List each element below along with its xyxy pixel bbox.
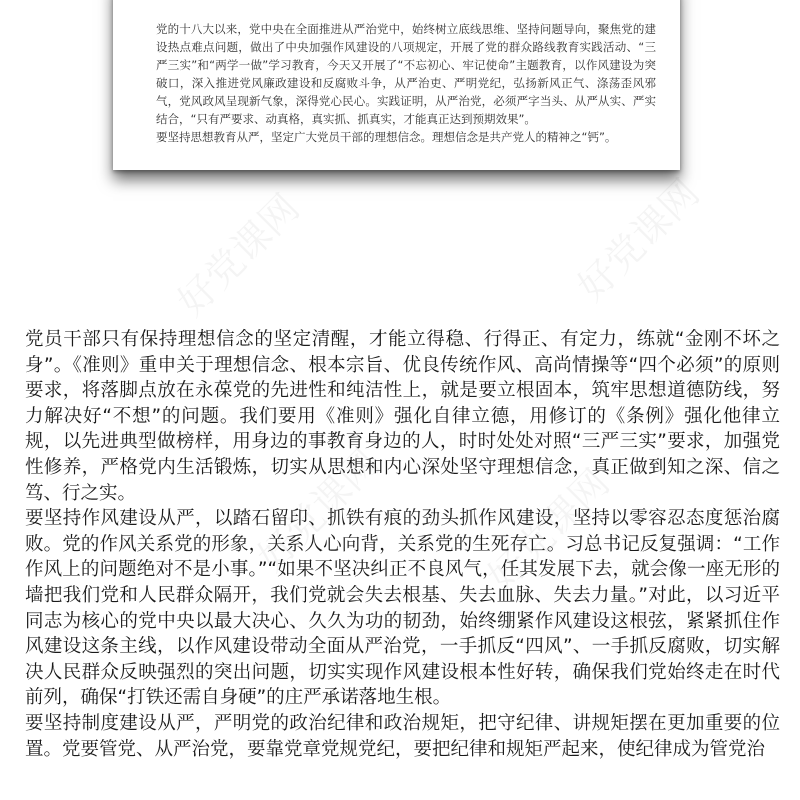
article-body (25, 327, 780, 762)
embedded-paragraph: 党的十八大以来，党中央在全面推进从严治党中，始终树立底线思维、坚持问题导向，聚焦党的建设热点难点问题，做出了中央加强作风建设的八项规定，开展了党的群众路线教育实践活动、“三严三实”和“两学一做”学习教育，今天又开展了“不忘初心、牢记使命”主题教育，以作风建设为突破口，深入推进党风廉政建设和反腐败斗争，从严治吏、严明党纪，弘扬新风正气、涤荡歪风邪气，党风政风呈现新气象，深得党心民心。实践证明，从严治党，必须严字当头、从严从实、严实结合，“只有严要求、动真格，真实抓、抓真实，才能真正达到预期效果”。 (156, 22, 656, 126)
embedded-document-card (113, 0, 680, 170)
embedded-document-text (156, 20, 656, 146)
article-paragraph: 党员干部只有保持理想信念的坚定清醒，才能立得稳、行得正、有定力，练就“金刚不坏之身”。《准则》重申关于理想信念、根本宗旨、优良传统作风、高尚情操等“四个必须”的原则要求，将落脚点放在永葆党的先进性和纯洁性上，就是要立根固本，筑牢思想道德防线，努力解决好“不想”的问题。我们要用《准则》强化自律立德，用修订的《条例》强化他律立规，以先进典型做榜样，用身边的事教育身边的人，时时处处对照“三严三实”要求，加强党性修养，严格党内生活锻炼，切实从思想和内心深处坚守理想信念，真正做到知之深、信之笃、行之实。 (25, 329, 780, 504)
watermark (563, 164, 709, 310)
article-paragraph: 要坚持作风建设从严，以踏石留印、抓铁有痕的劲头抓作风建设，坚持以零容忍态度惩治腐败。党的作风关系党的形象，关系人心向背，关系党的生死存亡。习总书记反复强调：“工作作风上的问题绝对不是小事。”“如果不坚决纠正不良风气，任其发展下去，就会像一座无形的墙把我们党和人民群众隔开，我们党就会失去根基、失去血脉、失去力量。”对此，以习近平同志为核心的党中央以最大决心、久久为功的韧劲，始终绷紧作风建设这根弦，紧紧抓住作风建设这条主线，以作风建设带动全面从严治党，一手抓反“四风”、一手抓反腐败，切实解决人民群众反映强烈的突出问题，切实实现作风建设根本性好转，确保我们党始终走在时代前列，确保“打铁还需自身硬”的庄严承诺落地生根。 (25, 508, 780, 709)
embedded-paragraph: 要坚持思想教育从严，坚定广大党员干部的理想信念。理想信念是共产党人的精神之“钙”。 (156, 130, 617, 144)
article-paragraph: 要坚持制度建设从严，严明党的政治纪律和政治规矩，把守纪律、讲规矩摆在更加重要的位置。党要管党、从严治党，要靠党章党规党纪，要把纪律和规矩严起来，使纪律成为管党治 (25, 712, 780, 760)
watermark (163, 179, 309, 325)
